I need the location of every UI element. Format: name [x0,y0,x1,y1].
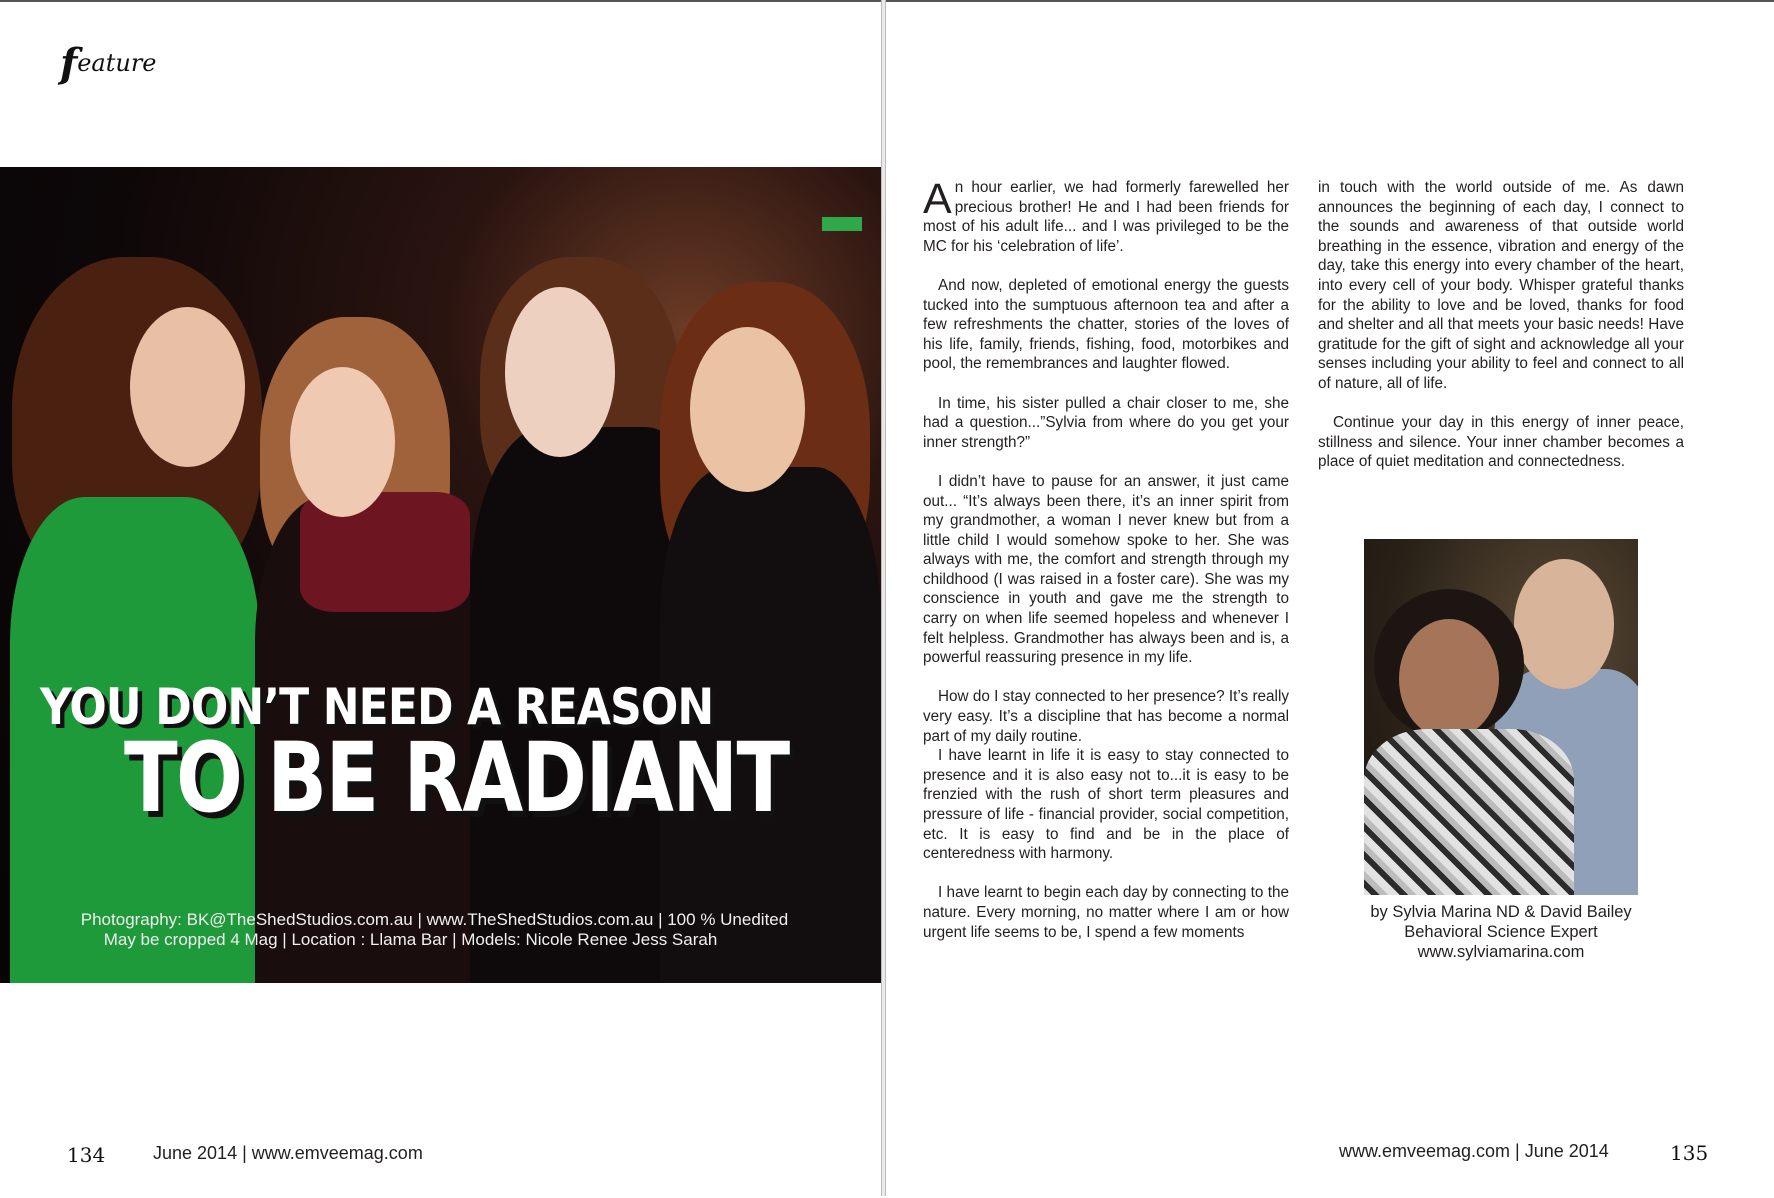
photo-credit-line-2: May be cropped 4 Mag | Location : Llama Bar | Models: Nicole Renee Jess Sarah [103,930,718,949]
article-paragraph: I didn’t have to pause for an answer, it just came out... “It’s always been there, it’s an inner spirit from my grandmother, a woman I never knew but from a little child I would somehow spoke to her. She was always with me, the comfort and strength through my childhood (I was raised in a foster care). She was my conscience in youth and gave me the strength to carry on when life seemed hopeless and whenever I felt helpless. Grandmother has always been and is, a powerful reassuring presence in my life. [923,472,1289,667]
feature-photo [0,167,881,983]
article-paragraph: And now, depleted of emotional energy the guests tucked into the sumptuous afternoon tea and after a few refreshments the chatter, stories of the loves of his life, family, friends, fishing, food, motorbikes and pool, the remembrances and laughter flowed. [923,276,1289,373]
headline-line-1: YOU DON’T NEED A REASON [40,678,714,736]
caption-website: www.sylviamarina.com [1417,943,1585,961]
page-number-right: 135 [1670,1141,1709,1165]
section-label [60,40,157,87]
section-label-initial: f [60,40,78,87]
footer-info-right: www.emveemag.com | June 2014 [1339,1141,1609,1161]
author-caption [1318,902,1684,962]
article-column-1 [923,175,1289,962]
left-page [0,0,881,1198]
headline-line-2: TO BE RADIANT [124,722,789,834]
article-paragraph: I have learnt to begin each day by connecting to the nature. Every morning, no matter where I am or how urgent life seems to be, I spend a few moments [923,884,1289,941]
article-paragraph: How do I stay connected to her presence? It’s really very easy. It’s a discipline that has become a normal part of my daily routine. [923,688,1289,745]
section-label-text: eature [77,49,157,77]
photo-credit-line-1: Photography: BK@TheShedStudios.com.au | www.TheShedStudios.com.au | 100 % Unedited [80,910,789,929]
footer-info-left: June 2014 | www.emveemag.com [153,1143,423,1163]
article-paragraph: In time, his sister pulled a chair closer to me, she had a question...”Sylvia from where do you get your inner strength?” [923,394,1289,451]
article-paragraph: I have learnt in life it is easy to stay connected to presence and it is also easy not to...it is easy to be frenzied with the rush of short term pleasures and pressure of life - financial provider, social competition, etc. It is easy to find and be in the place of centeredness with harmony. [923,747,1289,863]
drop-cap: A [923,175,952,223]
article-paragraph: in touch with the world outside of me. As dawn announces the beginning of each day, I connect to the sounds and awareness of that outside world breathing in the essence, vibration and energy of the day, take this energy into every chamber of the heart, into every cell of your body. Whisper grateful thanks for the ability to love and be loved, thanks for food and shelter and all that meets your basic needs! Have gratitude for the gift of sight and acknowledge all your senses including your ability to feel and connect to all of nature, all of life. [1318,179,1684,392]
exit-sign [822,217,862,231]
page-number-left: 134 [67,1143,106,1167]
caption-title: Behavioral Science Expert [1404,923,1598,941]
author-portrait [1364,539,1638,895]
caption-authors: by Sylvia Marina ND & David Bailey [1370,903,1632,921]
article-paragraph: Continue your day in this energy of inner peace, stillness and silence. Your inner chamber becomes a place of quiet meditation and connectedness. [1318,414,1684,471]
article-paragraph: An hour earlier, we had formerly farewelled her precious brother! He and I had been friends for most of his adult life... and I was privileged to be the MC for his ‘celebration of life’. [923,175,1289,255]
article-column-2 [1318,178,1684,492]
